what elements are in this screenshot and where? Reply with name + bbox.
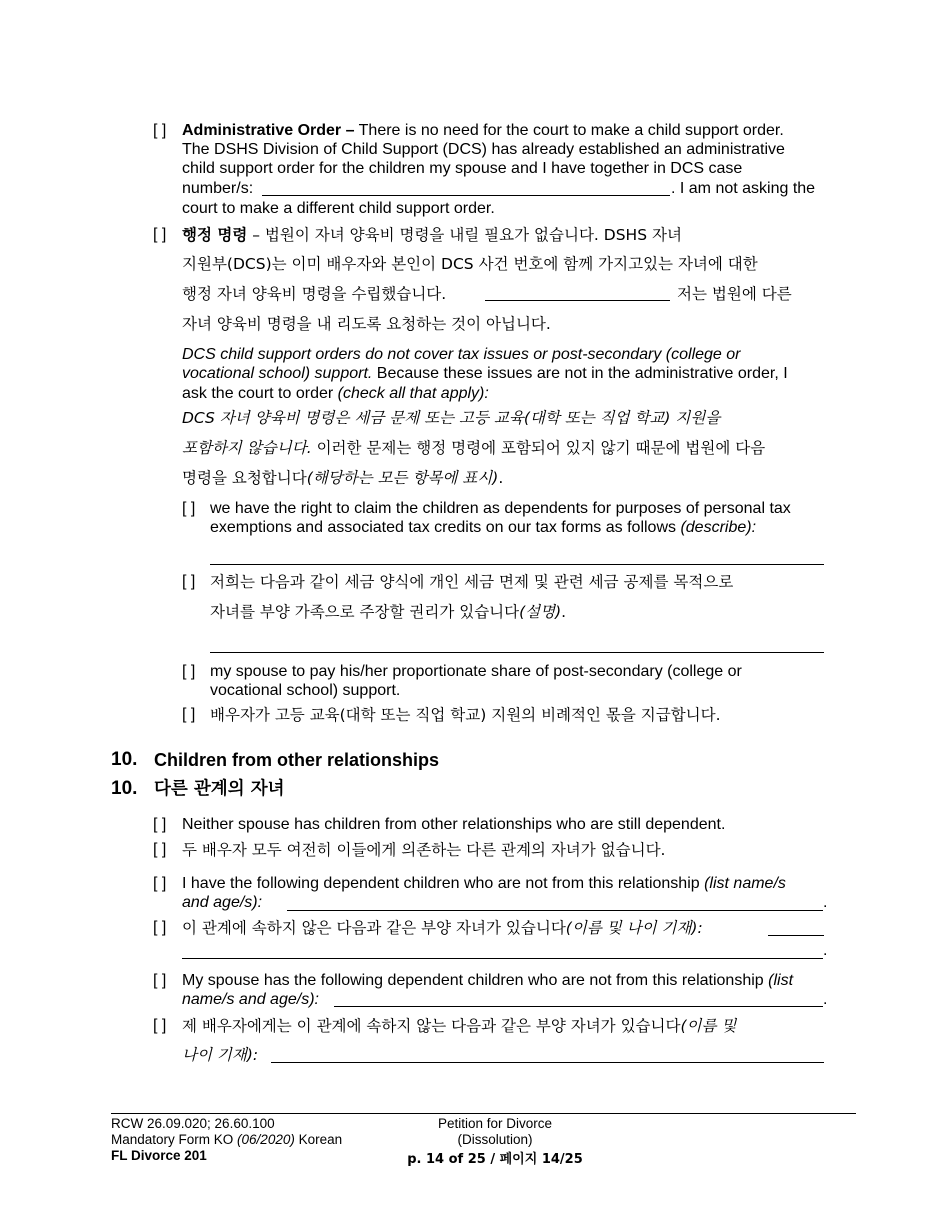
- tax-en-line2: [210, 518, 756, 538]
- admin-checkbox[interactable]: [ ]: [153, 122, 167, 139]
- section10-number-ko: 10.: [111, 778, 138, 799]
- postsec-ko-checkbox[interactable]: [ ]: [182, 706, 196, 723]
- dcs-ko-text2a: 포함하지 않습니다.: [182, 439, 312, 457]
- dcs-en-text2b: Because these issues are not in the administrative order, I: [372, 365, 788, 382]
- footer-form-id: FL Divorce 201: [111, 1148, 207, 1163]
- spouse-ko-text1b: (이름 및: [680, 1017, 737, 1035]
- footer-title-l2: (Dissolution): [457, 1132, 533, 1147]
- postsec-checkbox[interactable]: [ ]: [182, 663, 196, 680]
- mine-en-line1: [182, 874, 786, 894]
- admin-en-line4a: number/s:: [182, 180, 254, 197]
- admin-en-line5: court to make a different child support order.: [182, 200, 495, 217]
- spouse-checkbox[interactable]: [ ]: [153, 972, 167, 989]
- tax-ko-line1: 저희는 다음과 같이 세금 양식에 개인 세금 면제 및 관련 세금 공제를 목적으로: [210, 573, 734, 591]
- dcs-ko-text1: DCS 자녀 양육비 명령은 세금 문제 또는 고등 교육(대학 또는 직업 학교) 지원을: [182, 409, 721, 427]
- section10-number: 10.: [111, 749, 138, 770]
- admin-en-line2: The DSHS Division of Child Support (DCS) has already established an administrative: [182, 141, 785, 158]
- dcs-case-number-field[interactable]: [262, 195, 670, 196]
- dcs-ko-line1: [182, 408, 720, 428]
- mine-ko-line1: [182, 918, 703, 938]
- tax-ko-text2c: .: [561, 603, 567, 621]
- tax-en-text2b: (describe):: [680, 519, 757, 536]
- postsec-ko-line1: 배우자가 고등 교육(대학 또는 직업 학교) 지원의 비례적인 몫을 지급합니다.: [210, 706, 721, 724]
- dcs-ko-line2: [182, 438, 765, 458]
- admin-en-text1: There is no need for the court to make a child support order.: [358, 122, 784, 139]
- spouse-ko-line2: [182, 1045, 258, 1065]
- mine-children-field-ko[interactable]: [768, 935, 824, 936]
- spouse-en-line1: [182, 971, 793, 991]
- mine-en-text2: and age/s):: [182, 894, 263, 911]
- admin-title: Administrative Order –: [182, 122, 355, 139]
- tax-en-text2a: exemptions and associated tax credits on our tax forms as follows: [210, 519, 681, 536]
- section10-title-en: Children from other relationships: [154, 750, 440, 770]
- spouse-ko-text2: 나이 기재):: [182, 1046, 259, 1064]
- mine-children-field[interactable]: [287, 910, 823, 911]
- tax-ko-text2b: (설명): [519, 603, 562, 621]
- postsec-en-line1: my spouse to pay his/her proportionate share of post-secondary (college or: [210, 663, 742, 680]
- admin-en-line3: child support order for the children my spouse and I have together in DCS case: [182, 160, 743, 177]
- dcs-ko-text3c: .: [498, 469, 504, 487]
- footer-form-lang: Korean: [294, 1132, 343, 1147]
- tax-describe-field-ko[interactable]: [210, 652, 824, 653]
- dcs-en-line2: [182, 364, 788, 384]
- spouse-ko-line1: [182, 1016, 736, 1036]
- footer-form-a: Mandatory Form KO: [111, 1132, 238, 1147]
- mine-ko-text-b: (이름 및 나이 기재):: [565, 919, 703, 937]
- spouse-ko-text1a: 제 배우자에게는 이 관계에 속하지 않는 다음과 같은 부양 자녀가 있습니다: [182, 1017, 681, 1035]
- mine-ko-checkbox[interactable]: [ ]: [153, 919, 167, 936]
- footer-form: [111, 1132, 342, 1148]
- mine-en-text1b: (list name/s: [704, 875, 786, 892]
- admin-ko-line4: 자녀 양육비 명령을 내 리도록 요청하는 것이 아닙니다.: [182, 315, 551, 333]
- dcs-en-line1: [182, 345, 740, 365]
- tax-ko-line2: [210, 602, 566, 622]
- tax-describe-field[interactable]: [210, 564, 824, 565]
- spouse-en-period: .: [823, 991, 828, 1008]
- dcs-en-line3: [182, 384, 489, 404]
- neither-checkbox[interactable]: [ ]: [153, 816, 167, 833]
- tax-ko-text2a: 자녀를 부양 가족으로 주장할 권리가 있습니다: [210, 603, 520, 621]
- dcs-ko-line3: [182, 468, 503, 488]
- spouse-en-text2: name/s and age/s):: [182, 991, 319, 1008]
- dcs-ko-text3a: 명령을 요청합니다: [182, 469, 307, 487]
- neither-ko-checkbox[interactable]: [ ]: [153, 841, 167, 858]
- mine-en-text1a: I have the following dependent children who are not from this relationship: [182, 875, 705, 892]
- dcs-en-text1: DCS child support orders do not cover tax issues or post-secondary (college or: [182, 346, 741, 363]
- dcs-en-text3b: (check all that apply):: [337, 385, 489, 402]
- dcs-en-text3a: ask the court to order: [182, 385, 338, 402]
- section10-title-ko: 다른 관계의 자녀: [154, 779, 285, 799]
- spouse-en-text1a: My spouse has the following dependent children who are not from this relationship: [182, 972, 769, 989]
- mine-children-field-ko-2[interactable]: [182, 958, 823, 959]
- admin-en-line1: [182, 121, 784, 141]
- spouse-ko-checkbox[interactable]: [ ]: [153, 1017, 167, 1034]
- admin-ko-line3b: 저는 법원에 다른: [677, 285, 792, 303]
- spouse-children-field-ko[interactable]: [271, 1062, 824, 1063]
- dcs-en-text2a: vocational school) support.: [182, 365, 373, 382]
- admin-ko-checkbox[interactable]: [ ]: [153, 226, 167, 243]
- mine-ko-period: .: [823, 942, 828, 959]
- mine-ko-text-a: 이 관계에 속하지 않은 다음과 같은 부양 자녀가 있습니다: [182, 919, 566, 937]
- neither-ko: 두 배우자 모두 여전히 이들에게 의존하는 다른 관계의 자녀가 없습니다.: [182, 841, 666, 859]
- dcs-ko-text3b: (해당하는 모든 항목에 표시): [306, 469, 499, 487]
- neither-en: Neither spouse has children from other relationships who are still dependent.: [182, 816, 726, 833]
- footer-title-l1: Petition for Divorce: [437, 1116, 553, 1131]
- footer-page-number: p. 14 of 25 / 페이지 14/25: [407, 1152, 583, 1167]
- mine-en-line2: [182, 893, 262, 913]
- postsec-en-line2: vocational school) support.: [210, 682, 401, 699]
- admin-ko-title: 행정 명령: [182, 226, 248, 244]
- tax-ko-checkbox[interactable]: [ ]: [182, 573, 196, 590]
- dcs-case-number-field-ko[interactable]: [485, 300, 670, 301]
- footer-rule: [111, 1113, 856, 1114]
- admin-ko-text1: – 법원이 자녀 양육비 명령을 내릴 필요가 없습니다. DSHS 자녀: [247, 226, 682, 244]
- spouse-en-text1b: (list: [768, 972, 794, 989]
- mine-checkbox[interactable]: [ ]: [153, 875, 167, 892]
- admin-en-line4b: . I am not asking the: [671, 180, 816, 197]
- mine-en-period: .: [823, 894, 828, 911]
- admin-ko-line3: 행정 자녀 양육비 명령을 수립했습니다.: [182, 285, 447, 303]
- admin-ko-line2: 지원부(DCS)는 이미 배우자와 본인이 DCS 사건 번호에 함께 가지고있는 자녀에 대한: [182, 255, 758, 273]
- tax-checkbox[interactable]: [ ]: [182, 500, 196, 517]
- dcs-ko-text2b: 이러한 문제는 행정 명령에 포함되어 있지 않기 때문에 법원에 다음: [311, 439, 766, 457]
- spouse-children-field[interactable]: [334, 1006, 823, 1007]
- tax-en-line1: we have the right to claim the children as dependents for purposes of personal tax: [210, 500, 791, 517]
- footer-rcw: RCW 26.09.020; 26.60.100: [111, 1116, 275, 1131]
- footer-form-date: (06/2020): [237, 1132, 295, 1147]
- spouse-en-line2: [182, 990, 319, 1010]
- admin-ko-line1: [182, 225, 682, 245]
